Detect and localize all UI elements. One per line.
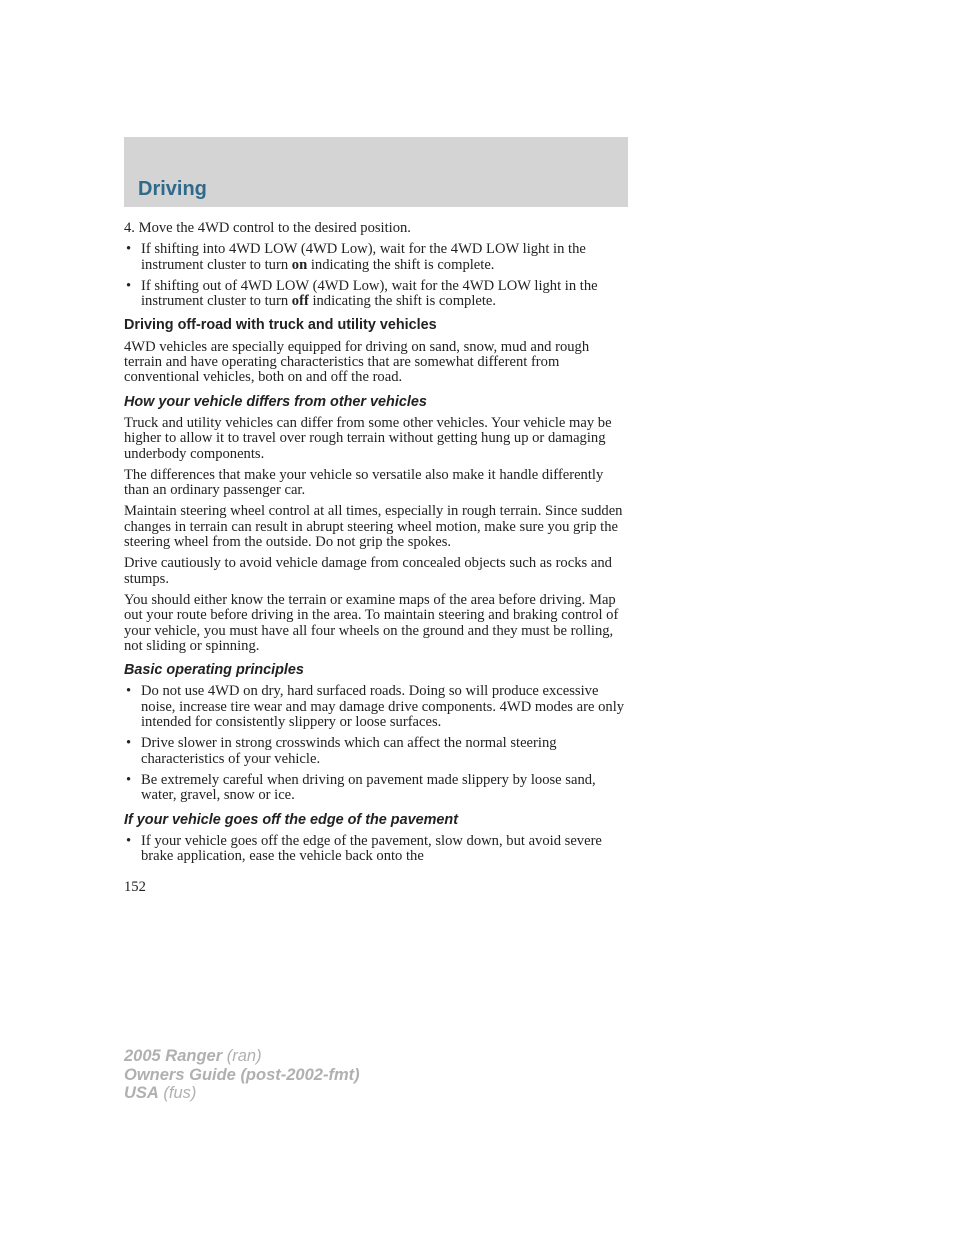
bullet-icon: • xyxy=(126,832,132,849)
list-item: • If shifting into 4WD LOW (4WD Low), wait for the 4WD LOW light in the instrument cluster to turn on indicating the shift is complete. xyxy=(126,241,586,273)
list-item: • If your vehicle goes off the edge of the pavement, slow down, but avoid severe brake application, ease the vehicle back onto the xyxy=(126,832,602,865)
paragraph: You should either know the terrain or examine maps of the area before driving. Map out your route before driving in the area. To maintain steering and braking control of your vehicle, you must have all four wheels on the ground and they must be rolling, not sliding or spinning. xyxy=(124,591,619,654)
paragraph: The differences that make your vehicle so versatile also make it handle differently than an ordinary passenger car. xyxy=(124,466,604,499)
document-footer xyxy=(124,1047,360,1103)
footer-line-1: 2005 Ranger (ran) xyxy=(124,1047,262,1065)
paragraph: Truck and utility vehicles can differ from some other vehicles. Your vehicle may be higher to allow it to travel over rough terrain without getting hung up or damaging underbody components. xyxy=(124,414,612,462)
page-content xyxy=(124,221,630,896)
bullet-icon: • xyxy=(126,241,132,258)
paragraph: Maintain steering wheel control at all times, especially in rough terrain. Since sudden changes in terrain can result in abrupt steering wheel motion, make sure you grip the steering wheel from the outside. Do not grip the spokes. xyxy=(124,503,623,551)
paragraph: Drive cautiously to avoid vehicle damage from concealed objects such as rocks and stumps. xyxy=(124,555,612,587)
heading-basic: Basic operating principles xyxy=(124,662,304,679)
footer-line-2: Owners Guide (post-2002-fmt) xyxy=(124,1065,360,1084)
list-item: • Drive slower in strong crosswinds which can affect the normal steering characteristics of your vehicle. xyxy=(126,735,557,767)
list-item: • Be extremely careful when driving on pavement made slippery by loose sand, water, gravel, snow or ice. xyxy=(126,771,596,804)
bullet-icon: • xyxy=(126,683,132,700)
list-item: • Do not use 4WD on dry, hard surfaced roads. Doing so will produce excessive noise, increase tire wear and may damage drive components. 4WD modes are only intended for consistently slippery or loose surfaces. xyxy=(126,683,625,731)
step-4: 4. Move the 4WD control to the desired position. xyxy=(124,220,411,236)
list-item: • If shifting out of 4WD LOW (4WD Low), wait for the 4WD LOW light in the instrument cluster to turn off indicating the shift is complete. xyxy=(126,277,598,310)
section-title: Driving xyxy=(138,178,207,200)
paragraph: 4WD vehicles are specially equipped for driving on sand, snow, mud and rough terrain and have operating characteristics that are somewhat different from conventional vehicles, both on and off the road. xyxy=(124,338,590,386)
heading-differs: How your vehicle differs from other vehicles xyxy=(124,393,427,410)
bullet-icon: • xyxy=(126,771,132,788)
bullet-icon: • xyxy=(126,735,132,752)
bullet-icon: • xyxy=(126,277,132,294)
heading-offroad: Driving off-road with truck and utility vehicles xyxy=(124,317,437,334)
section-header xyxy=(124,137,628,207)
footer-line-3: USA (fus) xyxy=(124,1084,197,1102)
page-number: 152 xyxy=(124,879,146,896)
heading-edge: If your vehicle goes off the edge of the pavement xyxy=(124,811,458,828)
